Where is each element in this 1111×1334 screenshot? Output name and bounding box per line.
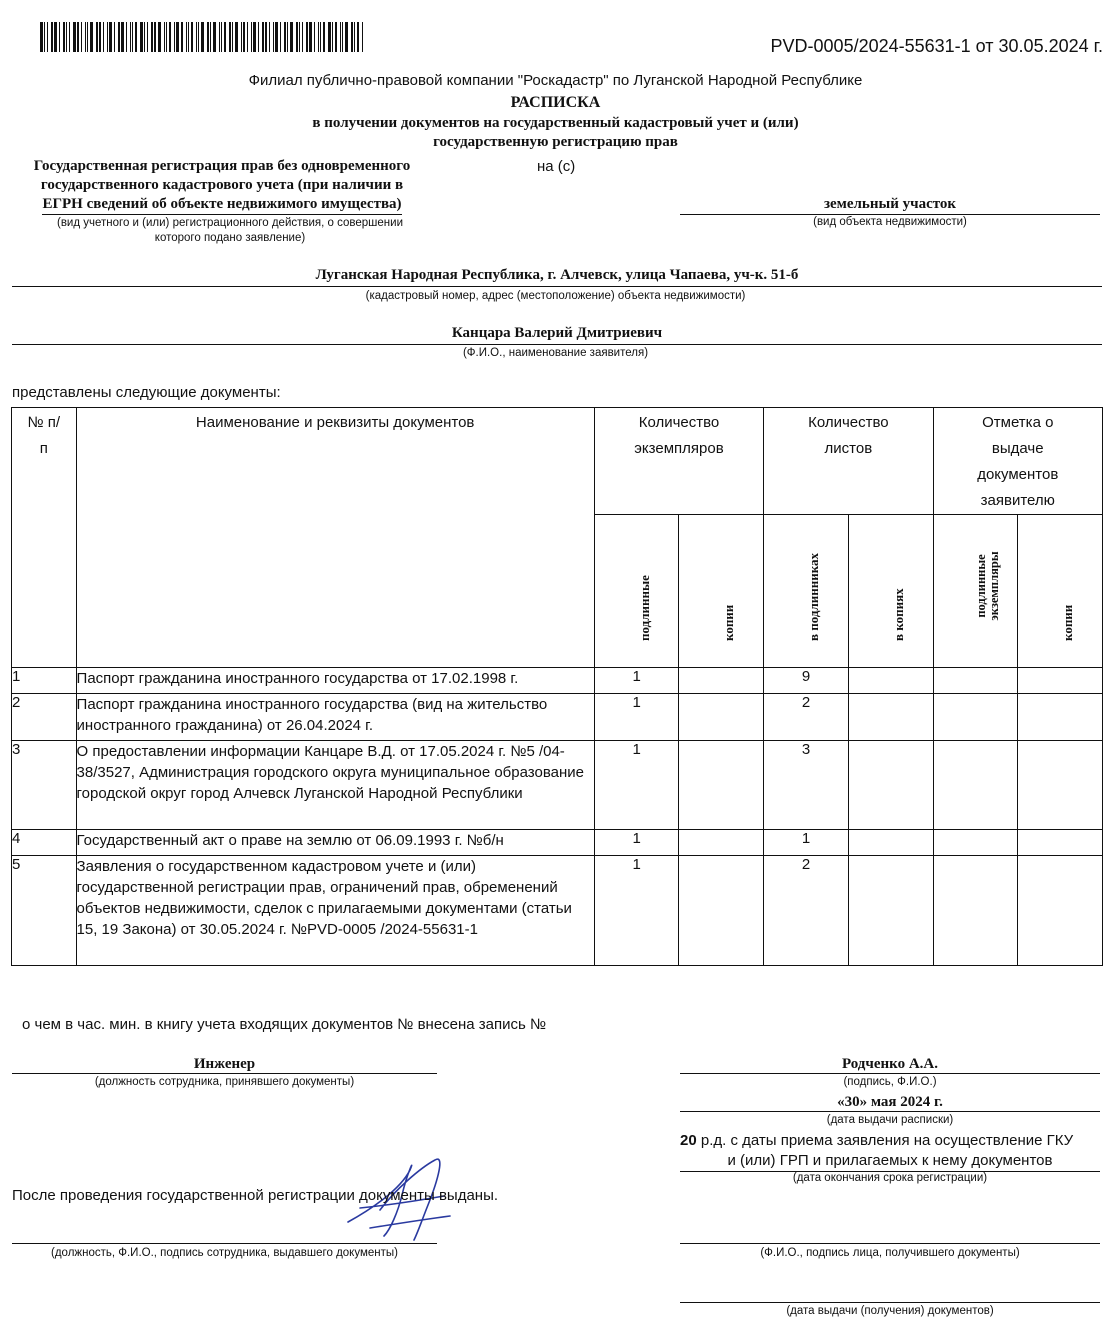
issuer-signature-line [12,1243,437,1244]
barcode-bar [196,22,197,52]
sub-header-copies: копии [679,515,764,668]
organization-name: Филиал публично-правовой компании "Роскадастр" по Луганской Народной Республике [248,72,863,89]
barcode-bar [130,22,131,52]
barcode-bar [318,22,319,52]
barcode-bar [59,22,60,52]
row-copies [679,856,764,966]
applicant-caption: (Ф.И.О., наименование заявителя) [462,347,649,359]
col-header-copies: Количество экземпляров [594,408,763,515]
row-issued-copies [1018,830,1103,856]
barcode-bar [287,22,288,52]
barcode-bar [109,22,112,52]
barcode-bar [166,22,167,52]
receipt-date-caption: (дата выдачи расписки) [826,1114,954,1126]
barcode-bar [306,22,308,52]
barcode-bar [323,22,325,52]
barcode-bar [335,22,337,52]
action-line-3: ЕГРН сведений об объекте недвижимого имущества) [42,195,401,215]
barcode-bar [169,22,171,52]
barcode-bar [147,22,148,52]
col-header-issue-mark: Отметка о выдаче документов заявителю [933,408,1102,515]
row-document-name: Государственный акт о праве на землю от 06.09.1993 г. №б/н [76,830,594,856]
barcode-bar [188,22,189,52]
barcode-bar [140,22,143,52]
registration-term [680,1131,1105,1172]
object-type: земельный участок [680,196,1100,215]
barcode-bar [47,22,48,52]
receiver-caption: (Ф.И.О., подпись лица, получившего документы) [760,1247,1020,1259]
row-issued-originals [933,668,1018,694]
barcode-bar [280,22,281,52]
barcode-bar [357,22,359,52]
barcode-bar [40,22,43,52]
row-issued-copies [1018,668,1103,694]
row-document-name: О предоставлении информации Канцаре В.Д. от 17.05.2024 г. №5 /04-38/3527, Администрация городского округа муниципальное образование городской округ город Алчевск Луганской Народной Республики [76,741,594,830]
action-line-1: Государственная регистрация прав без одновременного [33,158,411,174]
barcode-bar [258,22,259,52]
row-issued-originals [933,741,1018,830]
barcode-bar [332,22,333,52]
barcode-bar [66,22,67,52]
barcode-bar [51,22,53,52]
barcode-bar [345,22,348,52]
barcode-bar [229,22,231,52]
staff-name-caption: (подпись, Ф.И.О.) [843,1076,937,1088]
property-address-caption: (кадастровый номер, адрес (местоположение) объекта недвижимости) [365,290,746,302]
table-row [12,694,1103,741]
barcode-bar [299,22,300,52]
row-number: 3 [12,741,77,830]
table-row [12,830,1103,856]
barcode-bar [96,22,98,52]
barcode-bar [265,22,267,52]
barcode-bar [262,22,264,52]
barcode-bar [132,22,133,52]
barcode-bar [63,22,65,52]
documents-table [11,407,1103,966]
barcode-bar [77,22,79,52]
row-sheets-copies [848,856,933,966]
receiver-signature-line [680,1243,1100,1244]
row-document-name: Паспорт гражданина иностранного государства от 17.02.1998 г. [76,668,594,694]
row-original-copies: 1 [594,741,679,830]
term-text-2: и (или) ГРП и прилагаемых к нему документов [680,1151,1100,1172]
row-number: 2 [12,694,77,741]
barcode-bar [314,22,315,52]
barcode-bar [207,22,209,52]
staff-position-caption: (должность сотрудника, принявшего документы) [94,1076,355,1088]
table-row [12,741,1103,830]
action-line-2: государственного кадастрового учета (при наличии в [40,177,404,193]
barcode-bar [191,22,193,52]
row-issued-originals [933,694,1018,741]
barcode-bar [235,22,238,52]
row-number: 4 [12,830,77,856]
row-issued-copies [1018,694,1103,741]
col-header-document-name: Наименование и реквизиты документов [76,408,594,668]
barcode-bar [90,22,93,52]
documents-intro: представлены следующие документы: [12,384,281,401]
barcode-bar [154,22,156,52]
document-subtitle-1: в получении документов на государственный кадастровый учет и (или) [312,115,799,131]
action-caption [20,216,440,246]
barcode-bar [290,22,293,52]
row-copies [679,694,764,741]
sub-header-in-copies: в копиях [848,515,933,668]
document-subtitle-2: государственную регистрацию прав [433,134,678,150]
action-caption-1: (вид учетного и (или) регистрационного действия, о совершении [56,217,403,229]
row-copies [679,830,764,856]
row-issued-originals [933,830,1018,856]
object-type-caption: (вид объекта недвижимости) [813,216,967,228]
barcode-bar [174,22,175,52]
receipt-date: «30» мая 2024 г. [680,1094,1100,1112]
barcode-bar [186,22,187,52]
row-issued-originals [933,856,1018,966]
row-number: 5 [12,856,77,966]
barcode [40,22,475,52]
sub-header-issue-copies: копии [1018,515,1103,668]
term-caption: (дата окончания срока регистрации) [792,1172,988,1184]
row-sheets-originals: 3 [764,741,849,830]
receipt-date-line [680,1302,1100,1303]
row-issued-copies [1018,856,1103,966]
na-s-label: на (с) [537,158,576,175]
barcode-bar [144,22,145,52]
barcode-bar [176,22,179,52]
barcode-bar [81,22,82,52]
issuer-caption: (должность, Ф.И.О., подпись сотрудника, выдавшего документы) [51,1247,398,1259]
barcode-bar [198,22,199,52]
barcode-bar [253,22,256,52]
barcode-bar [232,22,233,52]
barcode-bar [103,22,104,52]
row-copies [679,668,764,694]
row-original-copies: 1 [594,830,679,856]
barcode-bar [44,22,45,52]
barcode-bar [302,22,303,52]
staff-name: Родченко А.А. [680,1056,1100,1074]
barcode-bar [151,22,153,52]
barcode-bar [221,22,222,52]
barcode-bar [273,22,274,52]
barcode-bar [362,22,363,52]
col-header-number: № п/п [12,408,77,668]
barcode-bar [309,22,312,52]
barcode-bar [73,22,76,52]
documents-issued-text: После проведения государственной регистрации документы выданы. [12,1187,499,1204]
row-document-name: Заявления о государственном кадастровом учете и (или) государственной регистрации прав, ограничений прав, обременений объектов недвижимости, сделок с прилагаемыми документами (статьи 15, 19 Закона) от 30.05.2024 г. №PVD-0005 /2024-55631-1 [76,856,594,966]
barcode-bar [87,22,88,52]
table-row [12,856,1103,966]
applicant-name: Канцара Валерий Дмитриевич [12,325,1102,345]
receipt-date-footer-caption: (дата выдачи (получения) документов) [786,1305,994,1317]
barcode-bar [126,22,127,52]
barcode-bar [158,22,161,52]
barcode-bar [224,22,226,52]
staff-position: Инженер [12,1056,437,1074]
registration-action [12,157,432,215]
term-days: 20 [680,1132,697,1149]
row-sheets-originals: 1 [764,830,849,856]
barcode-bar [164,22,165,52]
barcode-bar [243,22,245,52]
barcode-bar [219,22,220,52]
row-copies [679,741,764,830]
barcode-bar [251,22,252,52]
barcode-bar [69,22,70,52]
row-sheets-originals: 9 [764,668,849,694]
barcode-bar [99,22,101,52]
row-sheets-copies [848,741,933,830]
sub-header-in-originals: в подлинниках [764,515,849,668]
row-number: 1 [12,668,77,694]
document-title: РАСПИСКА [510,94,601,111]
barcode-bar [354,22,355,52]
row-sheets-originals: 2 [764,856,849,966]
row-sheets-copies [848,694,933,741]
row-document-name: Паспорт гражданина иностранного государства (вид на жительство иностранного гражданина) от 26.04.2024 г. [76,694,594,741]
row-original-copies: 1 [594,856,679,966]
barcode-bar [241,22,242,52]
term-text-1: р.д. с даты приема заявления на осуществление ГКУ [700,1132,1074,1149]
row-issued-copies [1018,741,1103,830]
barcode-bar [269,22,270,52]
barcode-bar [275,22,278,52]
document-number: PVD-0005/2024-55631-1 от 30.05.2024 г. [770,36,1103,56]
barcode-bar [320,22,321,52]
sub-header-original-copies: подлинные экземпляры [933,515,1018,668]
row-original-copies: 1 [594,668,679,694]
action-caption-2: которого подано заявление) [154,232,306,244]
barcode-bar [107,22,108,52]
barcode-bar [351,22,353,52]
sub-header-originals: подлинные [594,515,679,668]
barcode-bar [85,22,86,52]
row-sheets-copies [848,830,933,856]
table-row [12,668,1103,694]
barcode-bar [121,22,124,52]
col-header-sheets: Количество листов [764,408,933,515]
barcode-bar [118,22,120,52]
row-sheets-originals: 2 [764,694,849,741]
barcode-bar [284,22,286,52]
barcode-bar [340,22,341,52]
property-address: Луганская Народная Республика, г. Алчевск, улица Чапаева, уч-к. 51-б [12,267,1102,287]
barcode-bar [135,22,137,52]
barcode-bar [296,22,298,52]
barcode-bar [54,22,57,52]
barcode-bar [328,22,331,52]
barcode-bar [114,22,115,52]
barcode-bar [210,22,211,52]
barcode-bar [181,22,183,52]
barcode-bar [213,22,216,52]
barcode-bar [342,22,343,52]
barcode-bar [201,22,204,52]
barcode-bar [247,22,248,52]
row-sheets-copies [848,668,933,694]
record-entry-line: о чем в час. мин. в книгу учета входящих документов № внесена запись № [22,1016,547,1033]
row-original-copies: 1 [594,694,679,741]
